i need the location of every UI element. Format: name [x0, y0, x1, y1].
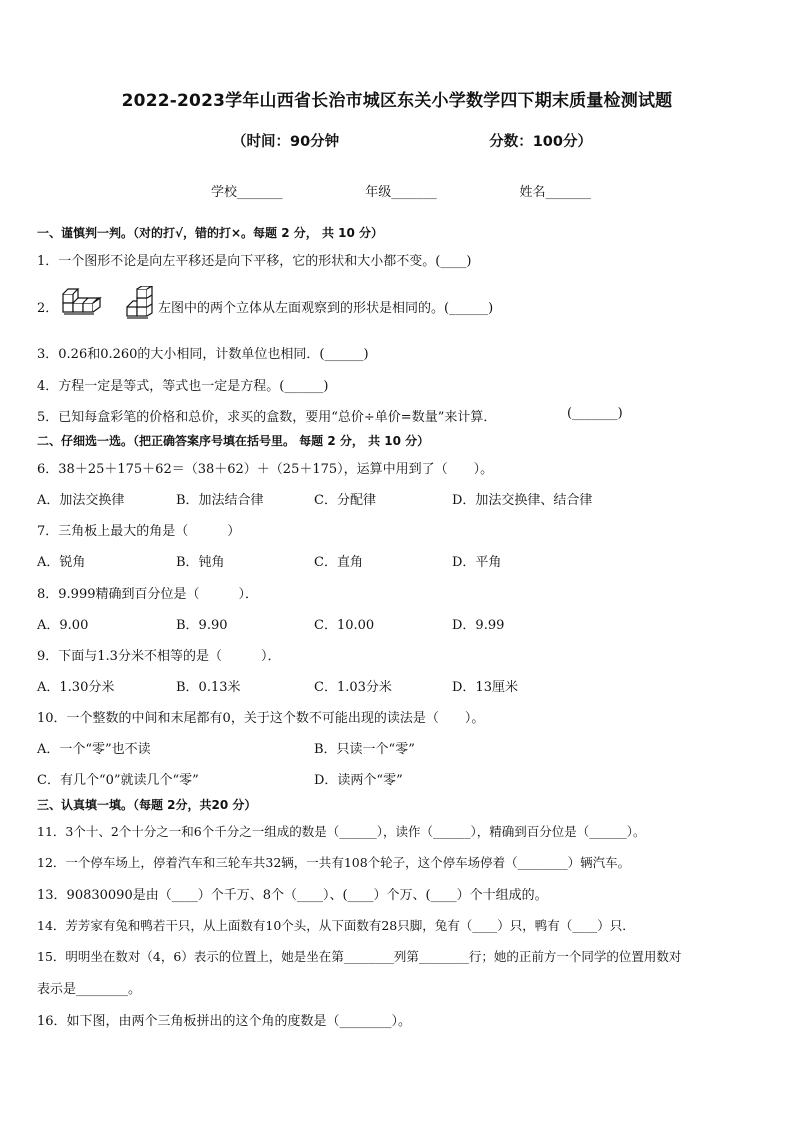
- q10-option-a: A．一个“零”也不读: [37, 742, 151, 757]
- name-field: 姓名_______: [519, 185, 591, 200]
- student-info: [211, 181, 591, 200]
- section-1-heading: 一、谨慎判一判。（对的打√，错的打×。每题 2 分， 共 10 分）: [37, 226, 383, 240]
- question-2: 左图中的两个立体从左面观察到的形状是相同的。(______): [158, 301, 494, 316]
- question-16: 16．如下图，由两个三角板拼出的这个角的度数是（________）。: [37, 1014, 412, 1029]
- question-14: 14．芳芳家有兔和鸭若干只，从上面数有10个头，从下面数有28只脚，兔有（____）只，鸭有（____）只．: [37, 918, 635, 933]
- total-score: 分数：100分）: [489, 134, 592, 150]
- question-7: 7．三角板上最大的角是（ ）: [37, 524, 241, 539]
- q9-option-b: B．0.13米: [176, 680, 241, 695]
- section-2-heading: 二、仔细选一选。（把正确答案序号填在括号里。 每题 2 分， 共 10 分）: [37, 434, 430, 448]
- q9-option-a: A．1.30分米: [37, 680, 115, 695]
- school-field: 学校_______: [211, 185, 283, 200]
- q8-option-b: B．9.90: [176, 618, 228, 633]
- q6-option-c: C．分配律: [314, 493, 376, 508]
- q7-option-a: A．锐角: [37, 555, 86, 570]
- grade-field: 年级_______: [365, 185, 437, 200]
- question-4: 4．方程一定是等式，等式也一定是方程。(______): [37, 379, 329, 394]
- q8-option-a: A．9.00: [37, 618, 89, 633]
- question-15-continued: 表示是________。: [37, 982, 142, 997]
- question-15: 15．明明坐在数对（4，6）表示的位置上，她是坐在第________列第________行；她的正前方一个同学的位置用数对: [37, 949, 682, 964]
- section-3-heading: 三、认真填一填。（每题 2分，共20 分）: [37, 798, 257, 812]
- q9-option-d: D．13厘米: [452, 680, 518, 695]
- question-5-blank: (_______): [567, 406, 623, 421]
- q6-option-b: B．加法结合律: [176, 493, 264, 508]
- q6-option-d: D．加法交换律、结合律: [452, 493, 593, 508]
- question-2-number: 2．: [37, 301, 59, 316]
- question-3: 3．0.26和0.260的大小相同，计数单位也相同．(______): [37, 347, 369, 362]
- question-8: 8．9.999精确到百分位是（ ）．: [37, 587, 258, 602]
- q10-option-c: C．有几个“0”就读几个“零”: [37, 773, 199, 788]
- question-11: 11．3个十、2个十分之一和6个千分之一组成的数是（______），读作（______），精确到百分位是（______）。: [37, 824, 646, 839]
- q7-option-d: D．平角: [452, 555, 502, 570]
- q8-option-c: C．10.00: [314, 618, 375, 633]
- q6-option-a: A．加法交换律: [37, 493, 125, 508]
- q10-option-b: B．只读一个“零”: [314, 742, 415, 757]
- solid-figure-2-icon: [122, 286, 162, 324]
- question-13: 13．90830090是由（____）个千万、8个（____）、(____）个万、(____）个十组成的。: [37, 888, 548, 903]
- question-5: 5．已知每盒彩笔的价格和总价，求买的盒数，要用“总价÷单价=数量”来计算．: [37, 410, 497, 425]
- question-12: 12．一个停车场上，停着汽车和三轮车共32辆，一共有108个轮子，这个停车场停着（________）辆汽车。: [37, 855, 631, 870]
- question-9: 9．下面与1.3分米不相等的是（ ）．: [37, 649, 281, 664]
- q7-option-c: C．直角: [314, 555, 363, 570]
- question-10: 10．一个整数的中间和末尾都有0，关于这个数不可能出现的读法是（ ）。: [37, 711, 485, 726]
- question-1: 1．一个图形不论是向左平移还是向下平移，它的形状和大小都不变。(____): [37, 254, 472, 269]
- q9-option-c: C．1.03分米: [314, 680, 392, 695]
- q10-option-d: D．读两个“零”: [314, 773, 403, 788]
- time-limit: （时间：90分钟: [232, 134, 340, 150]
- exam-title: 2022-2023学年山西省长治市城区东关小学数学四下期末质量检测试题: [121, 91, 673, 111]
- q7-option-b: B．钝角: [176, 555, 225, 570]
- solid-figure-1-icon: [60, 286, 104, 322]
- q8-option-d: D．9.99: [452, 618, 505, 633]
- exam-subtitle: [232, 130, 592, 151]
- question-6: 6．38＋25＋175＋62＝（38＋62）＋（25＋175），运算中用到了（ ）。: [37, 462, 494, 477]
